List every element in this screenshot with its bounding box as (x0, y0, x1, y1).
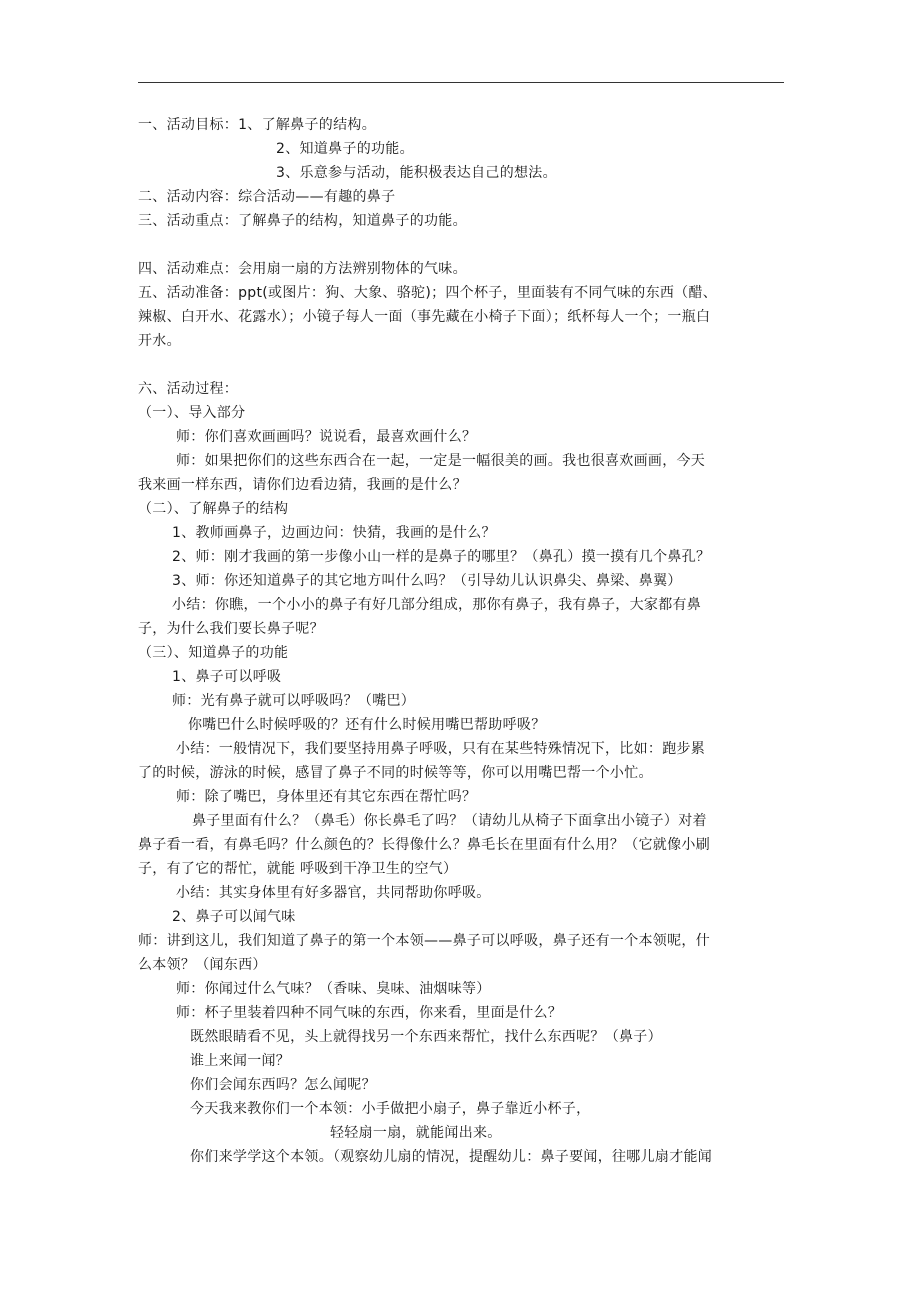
text-line: 子，有了它的帮忙，就能 呼吸到干净卫生的空气） (138, 861, 458, 877)
text-line: 辣椒、白开水、花露水）；小镜子每人一面（事先藏在小椅子下面）；纸杯每人一个；一瓶白 (138, 309, 711, 325)
text-line: 师：光有鼻子就可以呼吸吗？（嘴巴） (172, 693, 416, 709)
text-line: 师：除了嘴巴，身体里还有其它东西在帮忙吗？ (176, 789, 477, 805)
text-line: 你们会闻东西吗？怎么闻呢？ (190, 1077, 376, 1093)
text-line: 1、鼻子可以呼吸 (172, 669, 282, 685)
text-line: （二）、了解鼻子的结构 (138, 501, 289, 517)
text-line: 鼻子里面有什么？（鼻毛）你长鼻毛了吗？（请幼儿从椅子下面拿出小镜子）对着 (192, 813, 707, 829)
text-line: 2、知道鼻子的功能。 (276, 141, 414, 157)
text-line: 2、师：刚才我画的第一步像小山一样的是鼻子的哪里？（鼻孔）摸一摸有几个鼻孔？ (172, 549, 711, 565)
text-line: 六、活动过程： (138, 381, 239, 397)
text-line: 3、师：你还知道鼻子的其它地方叫什么吗？（引导幼儿认识鼻尖、鼻梁、鼻翼） (172, 573, 682, 589)
text-line: 四、活动难点：会用扇一扇的方法辨别物体的气味。 (138, 261, 467, 277)
text-line: 一、活动目标：1、了解鼻子的结构。 (138, 117, 377, 133)
text-line: 2、鼻子可以闻气味 (172, 909, 296, 925)
text-line: 开水。 (138, 333, 181, 349)
text-line: 鼻子看一看，有鼻毛吗？什么颜色的？长得像什么？鼻毛长在里面有什么用？（它就像小刷 (138, 837, 710, 853)
text-line: 我来画一样东西，请你们边看边猜，我画的是什么？ (138, 477, 467, 493)
text-line: 么本领？（闻东西） (138, 957, 267, 973)
text-line: 师：你们喜欢画画吗？说说看，最喜欢画什么？ (176, 429, 477, 445)
text-line: 三、活动重点：了解鼻子的结构，知道鼻子的功能。 (138, 213, 467, 229)
text-line: 师：如果把你们的这些东西合在一起，一定是一幅很美的画。我也很喜欢画画，今天 (176, 453, 706, 469)
header-rule (138, 82, 784, 83)
text-line: 你们来学学这个本领。（观察幼儿扇的情况，提醒幼儿：鼻子要闻，往哪儿扇才能闻 (190, 1149, 713, 1165)
text-line: 师：杯子里装着四种不同气味的东西，你来看，里面是什么？ (176, 1005, 563, 1021)
text-line: 五、活动准备：ppt(或图片：狗、大象、骆驼)；四个杯子，里面装有不同气味的东西（醋、 (138, 285, 718, 301)
text-line: 3、乐意参与活动，能积极表达自己的想法。 (276, 165, 557, 181)
text-line: 了的时候，游泳的时候，感冒了鼻子不同的时候等等，你可以用嘴巴帮一个小忙。 (138, 765, 653, 781)
text-line: 师：讲到这儿，我们知道了鼻子的第一个本领——鼻子可以呼吸，鼻子还有一个本领呢，什 (138, 933, 710, 949)
text-line: 二、活动内容：综合活动——有趣的鼻子 (138, 189, 396, 205)
text-line: 今天我来教你们一个本领：小手做把小扇子，鼻子靠近小杯子， (190, 1101, 591, 1117)
text-line: 子，为什么我们要长鼻子呢？ (138, 621, 324, 637)
text-line: 轻轻扇一扇，就能闻出来。 (330, 1125, 502, 1141)
text-line: 小结：其实身体里有好多器官，共同帮助你呼吸。 (176, 885, 491, 901)
text-line: （一）、导入部分 (138, 405, 246, 421)
text-line: 师：你闻过什么气味？（香味、臭味、油烟味等） (176, 981, 491, 997)
text-line: 小结：一般情况下，我们要坚持用鼻子呼吸，只有在某些特殊情况下，比如：跑步累 (176, 741, 706, 757)
text-line: 你嘴巴什么时候呼吸的？还有什么时候用嘴巴帮助呼吸？ (188, 717, 546, 733)
text-line: 谁上来闻一闻？ (190, 1053, 291, 1069)
text-line: 小结：你瞧，一个小小的鼻子有好几部分组成，那你有鼻子，我有鼻子，大家都有鼻 (172, 597, 702, 613)
text-line: （三）、知道鼻子的功能 (138, 645, 289, 661)
text-line: 既然眼睛看不见，头上就得找另一个东西来帮忙，找什么东西呢？（鼻子） (190, 1029, 662, 1045)
text-line: 1、教师画鼻子，边画边问：快猜，我画的是什么？ (172, 525, 496, 541)
